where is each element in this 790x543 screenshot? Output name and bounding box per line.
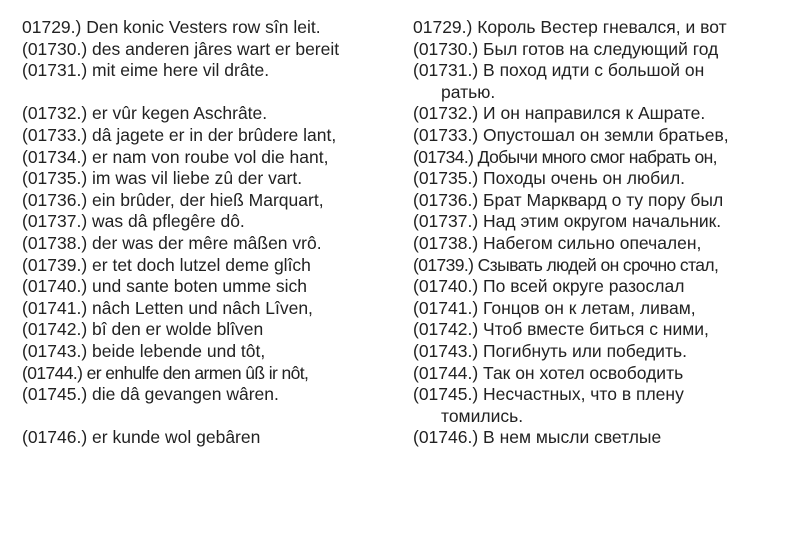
verse-line: (01736.) ein brûder, der hieß Marquart,	[22, 189, 324, 210]
verse-line: (01730.) des anderen jâres wart er bereit	[22, 38, 340, 59]
verse-line: (01745.) die dâ gevangen wâren.	[22, 384, 279, 405]
verse-line: (01740.) По всей округе разослал	[413, 276, 685, 297]
verse-line: (01743.) beide lebende und tôt,	[22, 340, 266, 361]
verse-line: (01744.) er enhulfe den armen ûß ir nôt,	[22, 362, 309, 383]
verse-line-continuation: томились.	[441, 405, 524, 426]
verse-line: (01734.) er nam von roube vol die hant,	[22, 146, 329, 167]
verse-line: 01729.) Король Вестер гневался, и вот	[413, 17, 727, 37]
verse-line: (01741.) Гонцов он к летам, ливам,	[413, 297, 696, 318]
verse-line: (01742.) bî den er wolde blîven	[22, 319, 264, 340]
verse-line: (01735.) im was vil liebe zû der vart.	[22, 168, 303, 189]
verse-line: (01733.) Опустошал он земли братьев,	[413, 124, 729, 145]
verse-line: (01742.) Чтоб вместе биться с ними,	[413, 319, 709, 340]
verse-line: (01735.) Походы очень он любил.	[413, 168, 686, 189]
stanza-break	[22, 406, 402, 428]
original-text-column	[22, 17, 402, 449]
verse-line: (01733.) dâ jagete er in der brûdere lant,	[22, 124, 337, 145]
verse-line: (01736.) Брат Марквард о ту пору был	[413, 189, 724, 210]
verse-line: (01746.) er kunde wol gebâren	[22, 427, 261, 448]
verse-line: (01734.) Добычи много смог набрать он,	[413, 146, 717, 167]
verse-line: (01731.) mit eime here vil drâte.	[22, 60, 270, 81]
verse-line: (01744.) Так он хотел освободить	[413, 362, 684, 383]
verse-line: (01739.) er tet doch lutzel deme glîch	[22, 254, 311, 275]
verse-line: (01737.) Над этим округом начальник.	[413, 211, 722, 232]
verse-line: (01745.) Несчастных, что в плену	[413, 384, 684, 405]
verse-line-continuation: ратью.	[441, 81, 496, 102]
verse-line: (01739.) Сзывать людей он срочно стал,	[413, 254, 719, 275]
verse-line: (01738.) Набегом сильно опечален,	[413, 232, 702, 253]
verse-line: (01737.) was dâ pflegêre dô.	[22, 211, 245, 232]
verse-line: (01740.) und sante boten umme sich	[22, 276, 308, 297]
verse-line: (01732.) И он направился к Ашрате.	[413, 103, 706, 124]
verse-line: (01743.) Погибнуть или победить.	[413, 340, 687, 361]
verse-line: (01741.) nâch Letten und nâch Lîven,	[22, 297, 313, 318]
verse-line: (01730.) Был готов на следующий год	[413, 38, 719, 59]
verse-line: (01731.) В поход идти с большой он	[413, 60, 705, 81]
verse-line: (01738.) der was der mêre mâßen vrô.	[22, 232, 322, 253]
verse-line: 01729.) Den konic Vesters row sîn leit.	[22, 17, 321, 37]
verse-line: (01732.) er vûr kegen Aschrâte.	[22, 103, 268, 124]
verse-line: (01746.) В нем мысли светлые	[413, 427, 662, 448]
stanza-break	[22, 82, 402, 104]
translation-text-column	[413, 17, 783, 449]
